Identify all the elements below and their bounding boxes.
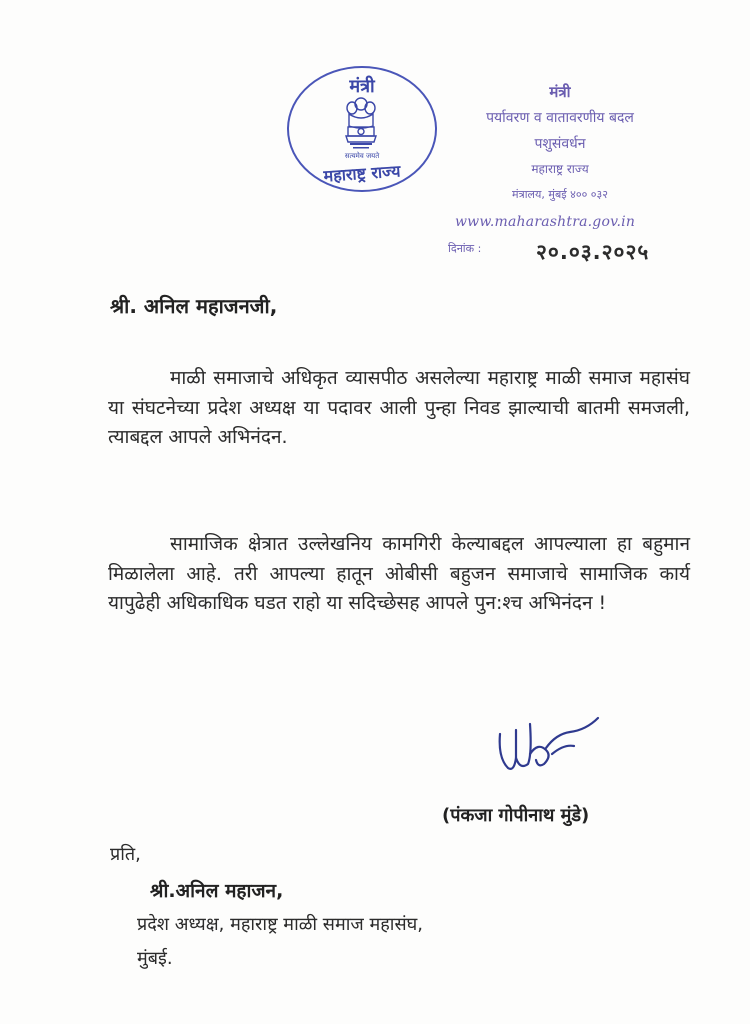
handwritten-signature [494,714,604,778]
recipient-city: मुंबई. [137,948,173,969]
seal-bottom-text: महाराष्ट्र राज्य [322,161,402,186]
seal-top-text: मंत्री [349,76,375,97]
date-label: दिनांक : [448,242,482,255]
recipient-to-label: प्रति, [110,844,141,865]
signatory-name: (पंकजा गोपीनाथ मुंडे) [442,805,590,826]
letterhead-website: www.maharashtra.gov.in [455,214,636,230]
body-paragraph-1: माळी समाजाचे अधिकृत व्यासपीठ असलेल्या महाराष्ट्र माळी समाज महासंघ या संघटनेच्या प्रदेश अध्यक्ष या पदावर आली पुन्हा निवड झाल्याची बातमी समजली, त्याबद्दल आपले अभिनंदन. [108,367,690,448]
letterhead-state: महाराष्ट्र राज्य [531,162,589,176]
letterhead-title: मंत्री [549,83,571,101]
letterhead-department-2: पशुसंवर्धन [534,136,586,152]
salutation: श्री. अनिल महाजनजी, [110,294,278,318]
recipient-name: श्री.अनिल महाजन, [150,880,284,902]
letterhead-address: मंत्रालय, मुंबई ४०० ०३२ [512,188,608,201]
seal-motto: सत्यमेव जयते [344,152,380,160]
recipient-designation: प्रदेश अध्यक्ष, महाराष्ट्र माळी समाज महासंघ, [137,914,423,935]
ashoka-emblem-icon [341,96,381,154]
ministry-seal [287,66,437,192]
letterhead-department-1: पर्यावरण व वातावरणीय बदल [486,110,634,126]
body-paragraph-2: सामाजिक क्षेत्रात उल्लेखनिय कामगिरी केल्याबद्दल आपल्याला हा बहुमान मिळालेला आहे. तरी आपल्या हातून ओबीसी बहुजन समाजाचे सामाजिक कार्य यापुढेही अधिकाधिक घडत राहो या सदिच्छेसह आपले पुन:श्च अभिनंदन ! [108,533,690,614]
letter-date: २०.०३.२०२५ [536,240,650,264]
